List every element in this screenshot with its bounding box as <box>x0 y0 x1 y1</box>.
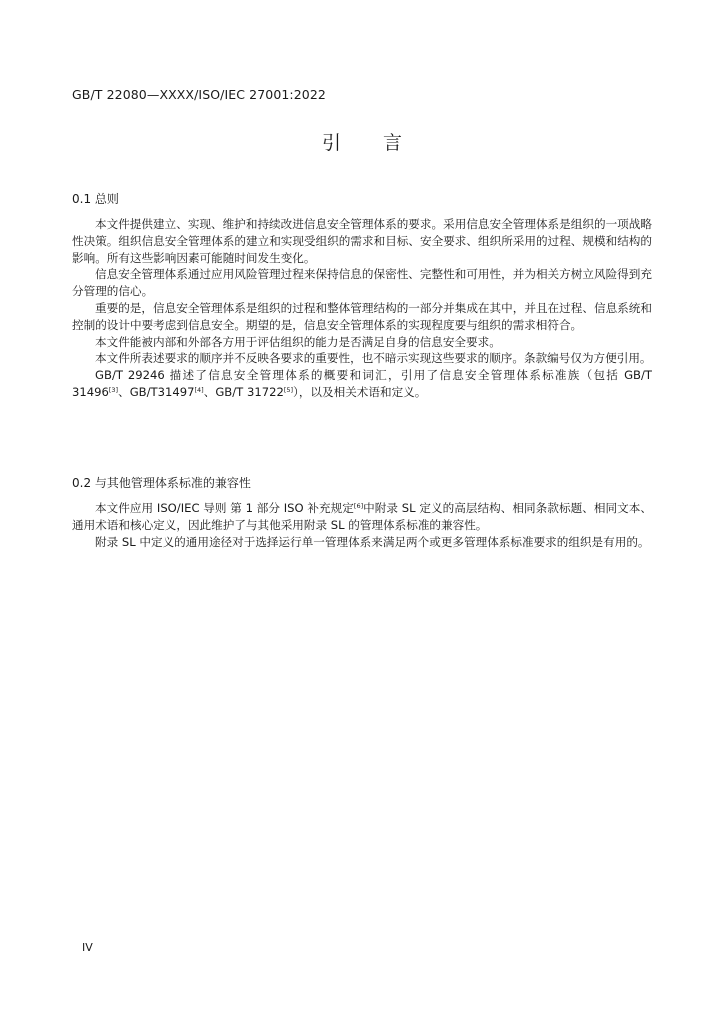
section-heading-compatibility: 0.2 与其他管理体系标准的兼容性 <box>72 476 251 490</box>
page-title: 引 言 <box>321 132 421 154</box>
paragraph: 本文件所表述要求的顺序并不反映各要求的重要性，也不暗示实现这些要求的顺序。条款编号仅为方便引用。 <box>95 351 652 366</box>
section-body-compatibility <box>72 500 652 550</box>
reference-marker: [4] <box>194 385 204 394</box>
paragraph-text: 、GB/T 31722 <box>203 384 284 399</box>
paragraph-text: 、GB/T31497 <box>118 384 195 399</box>
paragraph-text: 中附录 SL 定义的高层结构、相同条款标题、相同文本、通用术语和核心定义，因此维护了与其他采用附录 SL 的管理体系标准的兼容性。 <box>72 501 652 532</box>
paragraph-text: ），以及相关术语和定义。 <box>293 384 427 399</box>
reference-marker: [5] <box>283 385 294 394</box>
paragraph-with-references <box>72 367 652 401</box>
paragraph: 本文件能被内部和外部各方用于评估组织的能力是否满足自身的信息安全要求。 <box>95 334 501 349</box>
paragraph-text: 本文件应用 ISO/IEC 导则 第 1 部分 ISO 补充规定 <box>95 501 354 515</box>
reference-marker: [3] <box>108 385 119 394</box>
paragraph: 重要的是，信息安全管理体系是组织的过程和整体管理结构的一部分并集成在其中，并且在过程、信息系统和控制的设计中要考虑到信息安全。期望的是，信息安全管理体系的实现程度要与组织的需求相符合。 <box>72 300 652 332</box>
paragraph-with-references <box>72 500 652 534</box>
section-body-general <box>72 216 652 401</box>
section-heading-general: 0.1 总则 <box>72 192 119 206</box>
page-number: IV <box>82 941 93 954</box>
paragraph: 附录 SL 中定义的通用途径对于选择运行单一管理体系来满足两个或更多管理体系标准要求的组织是有用的。 <box>95 534 650 549</box>
paragraph: 信息安全管理体系通过应用风险管理过程来保持信息的保密性、完整性和可用性，并为相关方树立风险得到充分管理的信心。 <box>72 267 652 299</box>
document-header: GB/T 22080—XXXX/ISO/IEC 27001:2022 <box>72 87 326 102</box>
reference-marker: [6] <box>353 502 364 510</box>
paragraph: 本文件提供建立、实现、维护和持续改进信息安全管理体系的要求。采用信息安全管理体系是组织的一项战略性决策。组织信息安全管理体系的建立和实现受组织的需求和目标、安全要求、组织所采用的过程、规模和结构的影响。所有这些影响因素可能随时间发生变化。 <box>72 217 652 265</box>
paragraph-text: GB/T 29246 描述了信息安全管理体系的概要和词汇，引用了信息安全管理体系标准族（包括 GB/T 31496 <box>72 368 652 399</box>
